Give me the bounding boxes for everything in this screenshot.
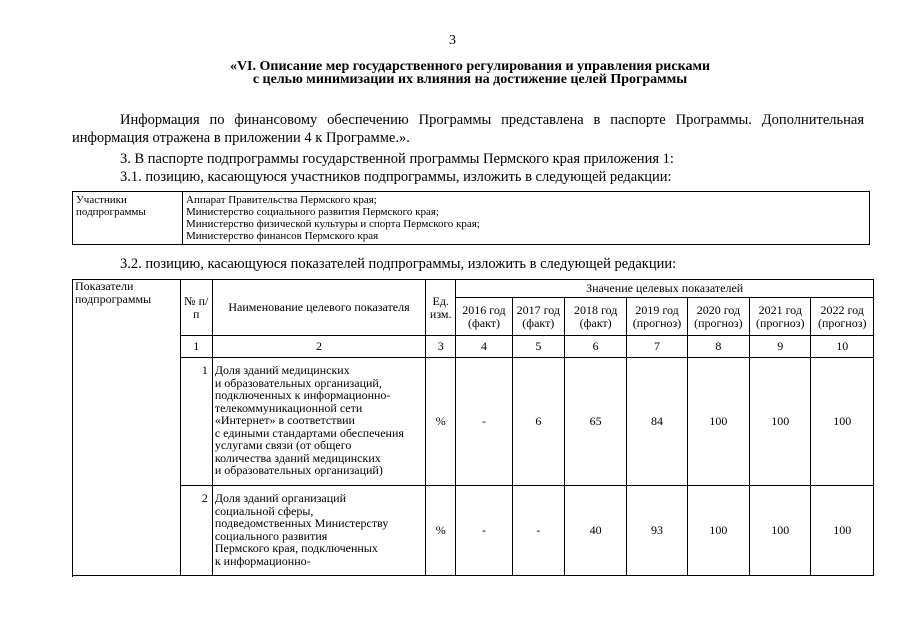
indicator-unit: % xyxy=(426,358,456,486)
participants-list xyxy=(183,192,870,245)
indicator-name: Доля зданий организаций социальной сферы, подведомственных Министерству социального развития Пермского края, подключенных к информационно- xyxy=(212,486,425,576)
participants-label: Участники подпрограммы xyxy=(73,192,183,245)
column-number: 1 xyxy=(180,336,212,358)
indicator-name: Доля зданий медицинских и образовательных организаций, подключенных к информационно- телекоммуникационной сети «Интернет» в соответствии с едиными стандартами обеспечения услугами связи (от общего количества зданий медицинских и образовательных организаций) xyxy=(212,358,425,486)
column-number: 8 xyxy=(687,336,749,358)
indicator-value: 65 xyxy=(564,358,626,486)
indicators-table xyxy=(72,279,874,576)
column-number: 6 xyxy=(564,336,626,358)
column-number: 2 xyxy=(212,336,425,358)
participant-item: Аппарат Правительства Пермского края; xyxy=(186,194,377,206)
participant-item: Министерство социального развития Пермского края; xyxy=(186,206,440,218)
indicator-unit: % xyxy=(426,486,456,576)
row-number: 1 xyxy=(180,358,212,486)
indicator-value: - xyxy=(456,358,512,486)
paragraph-item-3-1: 3.1. позицию, касающуюся участников подпрограммы, изложить в следующей редакции: xyxy=(120,169,672,185)
table-row xyxy=(73,358,874,486)
indicators-label: Показатели подпрограммы xyxy=(73,280,181,576)
column-number: 4 xyxy=(456,336,512,358)
column-number: 5 xyxy=(512,336,564,358)
header-year: 2017 год (факт) xyxy=(512,298,564,336)
participant-item: Министерство физической культуры и спорта Пермского края; xyxy=(186,218,480,230)
column-number: 7 xyxy=(627,336,687,358)
indicator-value: 100 xyxy=(811,358,874,486)
paragraph-item-3: 3. В паспорте подпрограммы государственной программы Пермского края приложения 1: xyxy=(120,151,674,167)
section-title-line-1: «VI. Описание мер государственного регулирования и управления рисками xyxy=(229,59,711,74)
indicator-value: 84 xyxy=(627,358,687,486)
header-year: 2021 год (прогноз) xyxy=(750,298,811,336)
column-number: 9 xyxy=(750,336,811,358)
header-num: № п/п xyxy=(180,280,212,336)
indicators-header-row-1 xyxy=(73,280,874,298)
section-title-line-2: с целью минимизации их влияния на достижение целей Программы xyxy=(252,72,688,87)
header-values-group: Значение целевых показателей xyxy=(456,280,874,298)
column-number: 3 xyxy=(426,336,456,358)
page-number: 3 xyxy=(449,33,456,48)
participants-row xyxy=(73,192,870,245)
column-number: 10 xyxy=(811,336,874,358)
column-numbers-row xyxy=(73,336,874,358)
indicator-value: 100 xyxy=(687,358,749,486)
header-year: 2020 год (прогноз) xyxy=(687,298,749,336)
paragraph-item-3-2: 3.2. позицию, касающуюся показателей подпрограммы, изложить в следующей редакции: xyxy=(120,256,677,272)
header-name: Наименование целевого показателя xyxy=(212,280,425,336)
indicator-value: 100 xyxy=(811,486,874,576)
participant-item: Министерство финансов Пермского края xyxy=(186,230,379,242)
paragraph-financing: Информация по финансовому обеспечению Программы представлена в паспорте Программы. Дополнительная информация отражена в приложении 4 к Программе.». xyxy=(72,112,864,146)
section-title xyxy=(120,60,820,86)
header-year: 2016 год (факт) xyxy=(456,298,512,336)
indicator-value: 40 xyxy=(564,486,626,576)
indicator-value: - xyxy=(456,486,512,576)
header-year: 2022 год (прогноз) xyxy=(811,298,874,336)
indicator-value: 100 xyxy=(687,486,749,576)
header-unit: Ед. изм. xyxy=(426,280,456,336)
indicator-value: 100 xyxy=(750,358,811,486)
participants-table xyxy=(72,191,870,245)
row-number: 2 xyxy=(180,486,212,576)
indicator-value: 100 xyxy=(750,486,811,576)
table-row xyxy=(73,486,874,576)
indicator-value: 6 xyxy=(512,358,564,486)
indicator-value: - xyxy=(512,486,564,576)
header-year: 2018 год (факт) xyxy=(564,298,626,336)
header-year: 2019 год (прогноз) xyxy=(627,298,687,336)
indicator-value: 93 xyxy=(627,486,687,576)
